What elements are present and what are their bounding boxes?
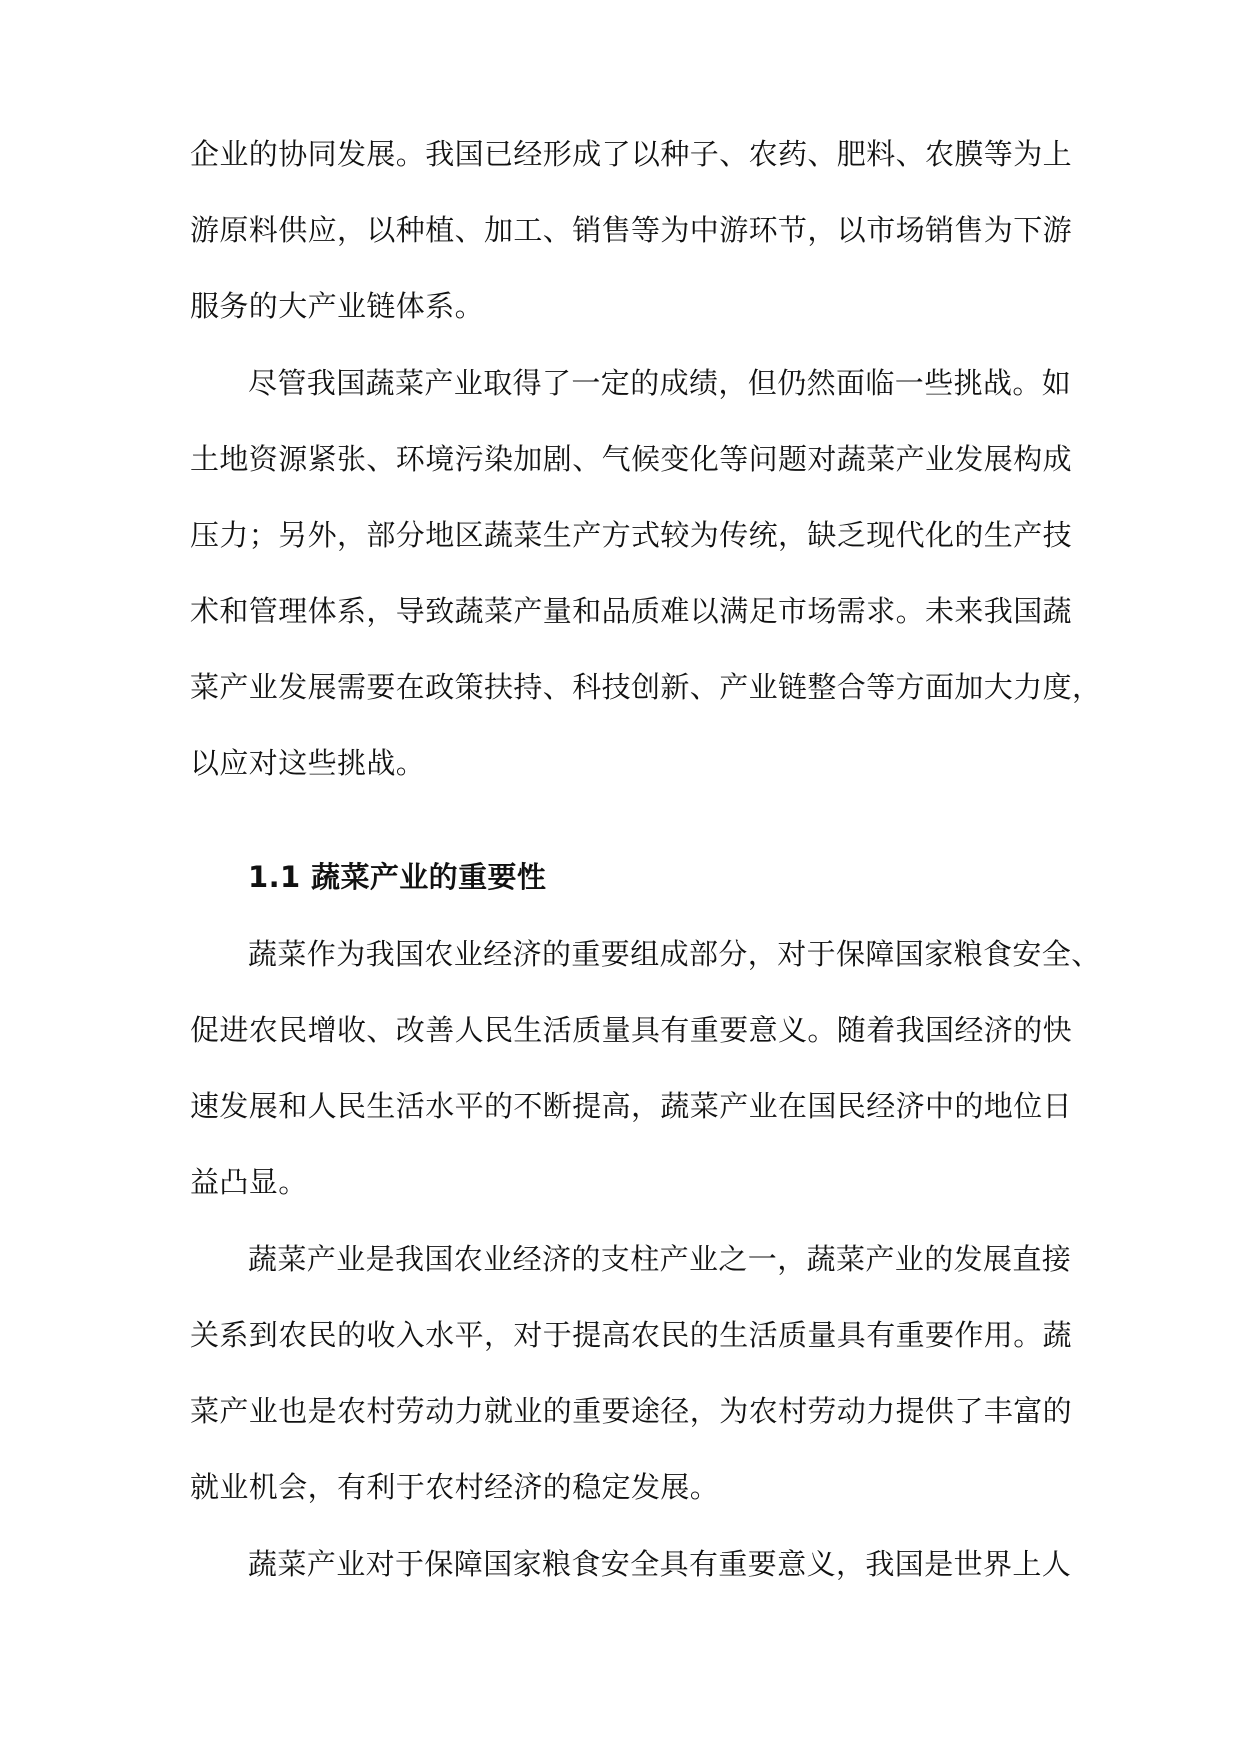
paragraph-line: 压力；另外，部分地区蔬菜生产方式较为传统，缺乏现代化的生产技 — [190, 518, 1073, 552]
paragraph-line: 术和管理体系，导致蔬菜产量和品质难以满足市场需求。未来我国蔬 — [190, 594, 1073, 628]
paragraph-line: 蔬菜产业对于保障国家粮食安全具有重要意义，我国是世界上人 — [248, 1547, 1072, 1581]
paragraph-line: 菜产业也是农村劳动力就业的重要途径，为农村劳动力提供了丰富的 — [190, 1394, 1073, 1428]
paragraph-line: 就业机会，有利于农村经济的稳定发展。 — [190, 1470, 720, 1504]
paragraph-line: 菜产业发展需要在政策扶持、科技创新、产业链整合等方面加大力度， — [190, 670, 1102, 704]
paragraph-line: 蔬菜作为我国农业经济的重要组成部分，对于保障国家粮食安全、 — [248, 937, 1101, 971]
paragraph-line: 土地资源紧张、环境污染加剧、气候变化等问题对蔬菜产业发展构成 — [190, 442, 1073, 476]
paragraph-line: 促进农民增收、改善人民生活质量具有重要意义。随着我国经济的快 — [190, 1013, 1073, 1047]
paragraph-line: 速发展和人民生活水平的不断提高，蔬菜产业在国民经济中的地位日 — [190, 1089, 1073, 1123]
paragraph-line: 尽管我国蔬菜产业取得了一定的成绩，但仍然面临一些挑战。如 — [248, 366, 1072, 400]
paragraph-line: 服务的大产业链体系。 — [190, 289, 485, 323]
section-heading: 1.1 蔬菜产业的重要性 — [248, 860, 547, 894]
paragraph-line: 益凸显。 — [190, 1165, 308, 1199]
paragraph-line: 以应对这些挑战。 — [190, 746, 426, 780]
paragraph-line: 游原料供应，以种植、加工、销售等为中游环节，以市场销售为下游 — [190, 213, 1073, 247]
paragraph-line: 关系到农民的收入水平，对于提高农民的生活质量具有重要作用。蔬 — [190, 1318, 1073, 1352]
paragraph-line: 蔬菜产业是我国农业经济的支柱产业之一，蔬菜产业的发展直接 — [248, 1242, 1072, 1276]
paragraph-line: 企业的协同发展。我国已经形成了以种子、农药、肥料、农膜等为上 — [190, 137, 1073, 171]
